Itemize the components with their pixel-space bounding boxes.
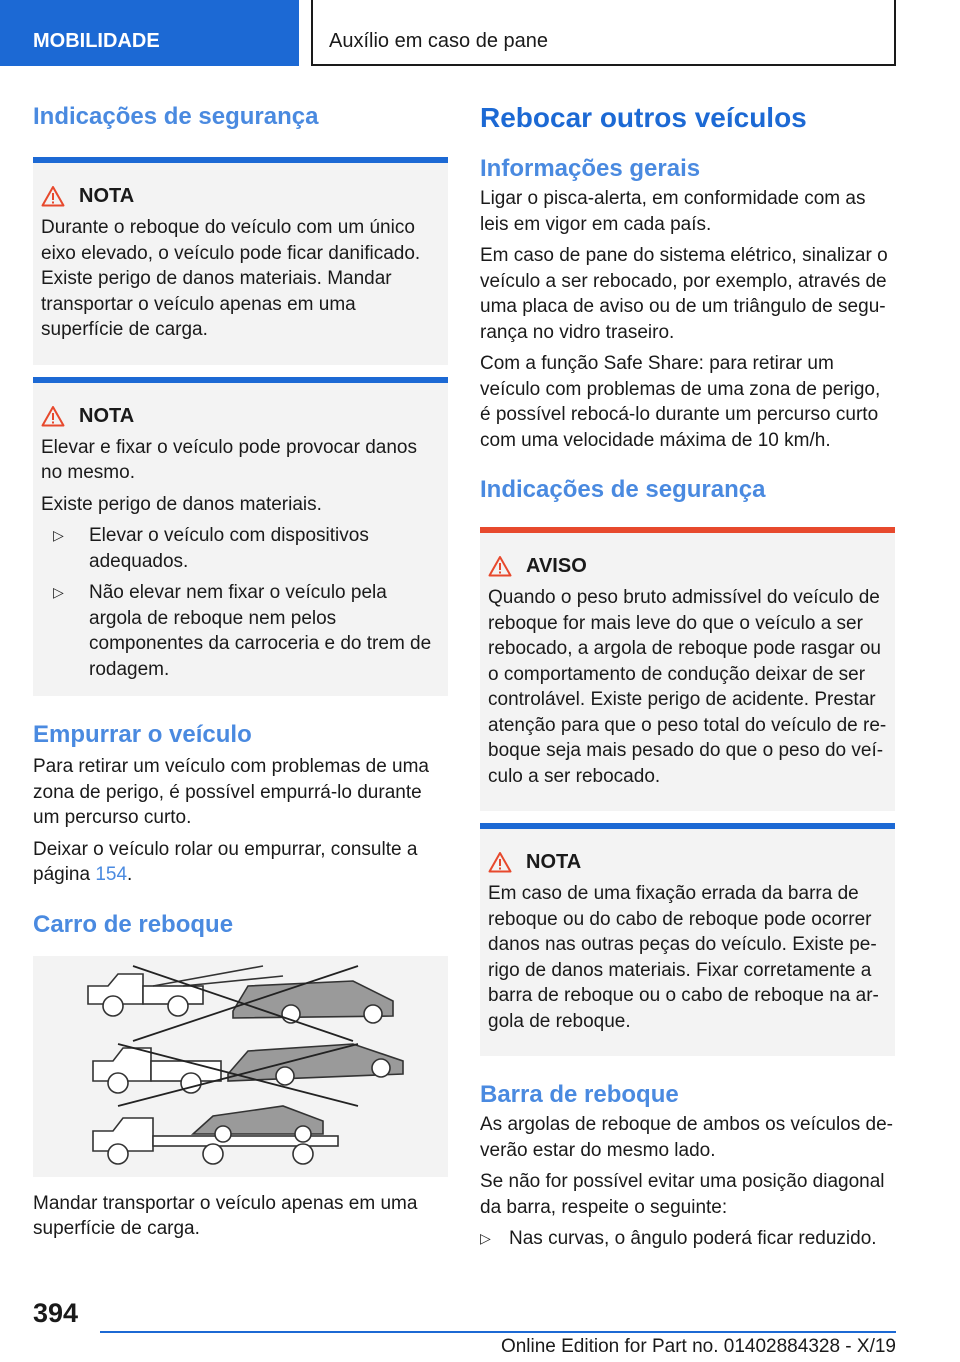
triangle-bullet-icon: ▷	[53, 527, 64, 543]
note-title	[41, 403, 440, 429]
general-info-heading: Informações gerais	[480, 155, 701, 182]
warning-title	[488, 553, 887, 579]
note-box	[480, 823, 895, 1056]
list-item: ▷ Nas curvas, o ângulo poderá ficar reduzido.	[480, 1226, 895, 1252]
tow-truck-heading: Carro de reboque	[33, 910, 234, 938]
warning-triangle-icon	[41, 405, 65, 427]
tow-truck-caption: Mandar transportar o veículo apenas em uma superfície de carga.	[33, 1192, 418, 1239]
general-paragraph: Ligar o pisca-alerta, em conformidade com as leis em vigor em cada país.	[480, 188, 866, 235]
right-column	[480, 100, 895, 1252]
list-item: ▷ Elevar o veículo com dispositivos adequados.	[41, 523, 440, 574]
header-chapter-title: Auxílio em caso de pane	[311, 0, 896, 66]
warning-triangle-icon	[41, 185, 65, 207]
edition-note: Online Edition for Part no. 01402884328 - X/19	[500, 1336, 896, 1357]
note-text: Em caso de uma fixação errada da barra de reboque ou do cabo de reboque pode ocorrer danos nas outras peças do veículo. Existe perigo de danos materiais. Fixar corretamente a barra de reboque ou o cabo de reboque na argola de reboque.	[488, 883, 879, 1032]
warning-triangle-icon	[488, 555, 512, 577]
note-title	[41, 183, 440, 209]
note-text: Existe perigo de danos materiais.	[41, 493, 322, 515]
tow-truck-illustration	[33, 956, 448, 1177]
note-text: Durante o reboque do veículo com um único eixo elevado, o veículo pode ficar danificado. Existe perigo de danos materiais. Mandar transportar o veículo apenas em uma superfície de carga.	[41, 217, 421, 340]
main-heading: Rebocar outros veículos	[480, 102, 807, 133]
note-text: Elevar e fixar o veículo pode provocar danos no mesmo.	[41, 436, 417, 483]
tow-bar-paragraph: Se não for possível evitar uma posição diagonal da barra, respeite o seguinte:	[480, 1171, 885, 1218]
note-title-text: NOTA	[79, 404, 135, 427]
list-item: ▷ Não elevar nem fixar o veículo pela argola de reboque nem pelos componentes da carroceria e do trem de rodagem.	[41, 580, 440, 682]
safety-heading: Indicações de segurança	[33, 103, 319, 130]
warning-box	[480, 527, 895, 811]
note-box	[33, 377, 448, 697]
warning-title-text: AVISO	[526, 555, 587, 577]
triangle-bullet-icon: ▷	[480, 1230, 491, 1246]
tow-bar-heading: Barra de reboque	[480, 1081, 679, 1108]
tow-bar-paragraph: As argolas de reboque de ambos os veículos deverão estar do mesmo lado.	[480, 1114, 893, 1161]
page-link[interactable]: 154	[95, 864, 128, 885]
triangle-bullet-icon: ▷	[53, 584, 64, 600]
note-title-text: NOTA	[79, 185, 135, 207]
push-heading: Empurrar o veículo	[33, 721, 252, 748]
safety-heading: Indicações de segurança	[480, 476, 766, 503]
push-paragraph: Para retirar um veículo com problemas de uma zona de perigo, é possível empurrá-lo durante um percurso curto.	[33, 756, 429, 828]
note-title-text: NOTA	[526, 851, 582, 873]
page-number: 394	[33, 1298, 79, 1328]
header-section-tab: MOBILIDADE	[0, 0, 299, 66]
warning-triangle-icon	[488, 851, 512, 873]
left-column	[33, 100, 448, 1242]
warning-text: Quando o peso bruto admissível do veículo de reboque for mais leve do que o veículo a ser rebocado, a argola de reboque pode rasgar ou o comportamento de condução deixar de ser controlável. Existe perigo de acidente. Prestar atenção para que o peso total do veículo de reboque seja mais pesado do que o peso do veículo a ser rebocado.	[488, 587, 887, 787]
note-box	[33, 157, 448, 365]
note-title	[488, 849, 887, 875]
general-paragraph: Em caso de pane do sistema elétrico, sinalizar o veículo a ser rebocado, por exemplo, através de uma placa de aviso ou de um triângulo de segurança no vidro traseiro.	[480, 245, 888, 343]
general-paragraph: Com a função Safe Share: para retirar um veículo com problemas de uma zona de perigo, é possível rebocá-lo durante um percurso curto com uma velocidade máxima de 10 km/h.	[480, 353, 881, 451]
push-paragraph: Deixar o veículo rolar ou empurrar, consulte a página 154.	[33, 838, 418, 885]
